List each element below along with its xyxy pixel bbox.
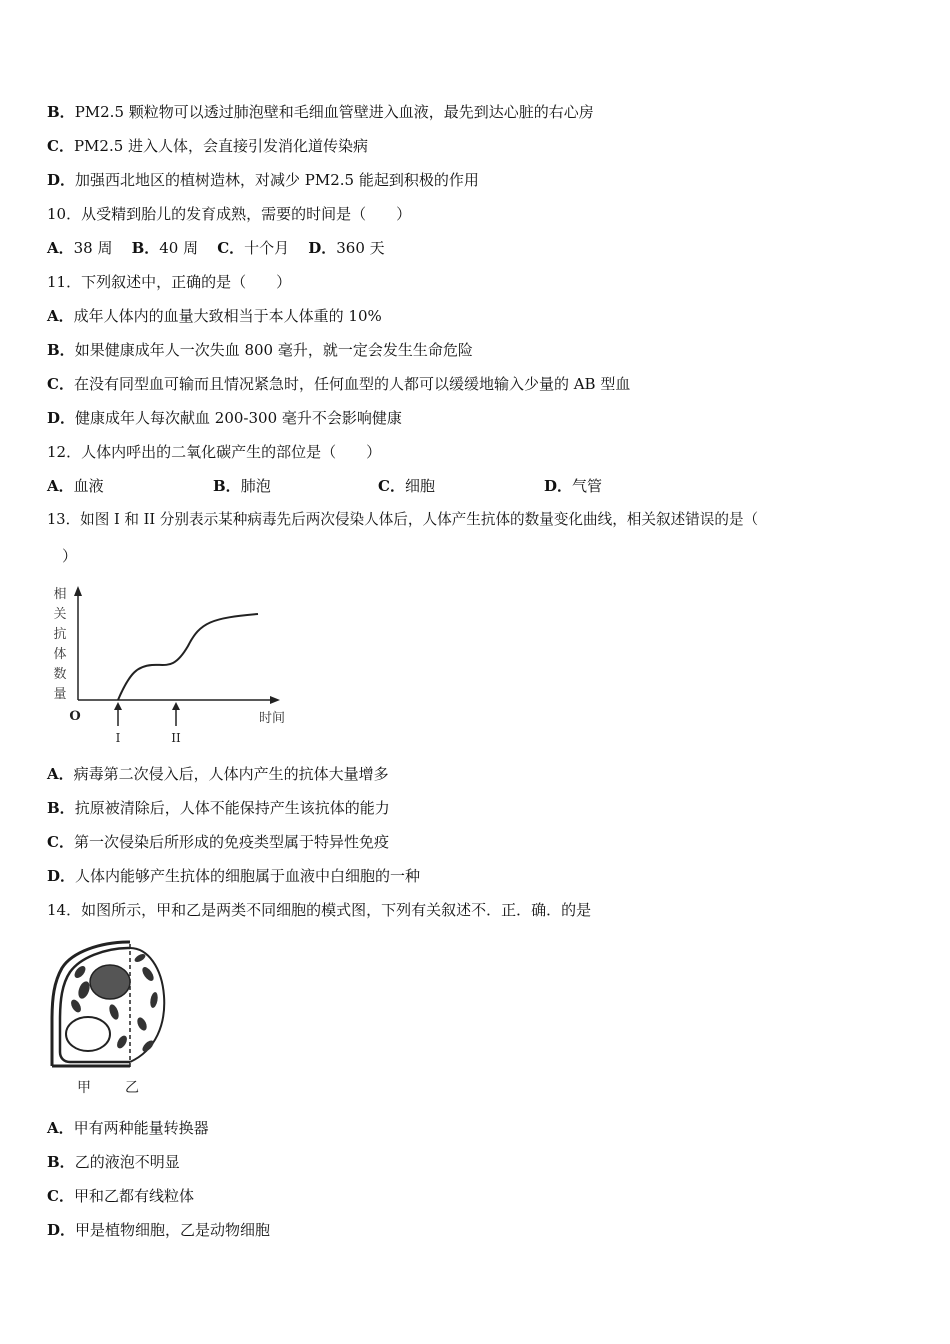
option-letter: D． [47,171,76,189]
q14-stem: 14．如图所示，甲和乙是两类不同细胞的模式图，下列有关叙述不．正．确．的是 [47,901,592,919]
q10-stem: 10．从受精到胎儿的发育成熟，需要的时间是（ ） [47,205,412,223]
cell-diagram-figure [44,934,174,1100]
option-letter: A． [47,307,74,325]
option-letter: B． [47,341,75,359]
option-text: 抗原被清除后，人体不能保持产生该抗体的能力 [74,799,390,817]
label-yi: 乙 [125,1080,139,1096]
x-axis-arrow [270,696,280,704]
option-text: 细胞 [404,477,435,495]
chloroplast [69,998,83,1014]
x-axis-label: 时间 [258,711,286,726]
mitochondrion [149,992,159,1009]
option-text: 第一次侵染后所形成的免疫类型属于特异性免疫 [73,833,389,851]
y-label-char: 抗 [53,627,67,642]
option-letter: C． [378,477,405,495]
option-text: 360 天 [336,239,385,257]
marker-label-2: II [171,731,181,745]
q13-option-b [47,798,390,818]
option-text: 加强西北地区的植树造林，对减少 PM2.5 能起到积极的作用 [75,171,479,189]
q11-option-b [47,340,473,360]
marker-arrow-1-head [114,702,122,710]
q12-stem: 12．人体内呼出的二氧化碳产生的部位是（ ） [47,443,382,461]
option-letter: B． [47,799,75,817]
option-letter: D． [47,1221,76,1239]
option-letter: C． [47,137,74,155]
option-text: PM2.5 颗粒物可以透过肺泡壁和毛细血管壁进入血液，最先到达心脏的右心房 [74,103,594,121]
q11-stem: 11．下列叙述中，正确的是（ ） [47,273,292,291]
option-text: 病毒第二次侵入后，人体内产生的抗体大量增多 [73,765,389,783]
option-letter: D． [544,477,573,495]
y-axis-label [53,586,66,702]
option-text: PM2.5 进入人体，会直接引发消化道传染病 [73,137,369,155]
y-label-char: 相 [53,587,67,602]
option-text: 成年人体内的血量大致相当于本人体重的 10% [73,307,382,325]
q9-option-c [47,136,368,156]
option-letter: B． [47,103,75,121]
label-jia: 甲 [77,1080,91,1096]
mitochondrion [135,1016,148,1032]
y-label-char: 关 [53,607,67,622]
nucleus [90,965,130,999]
q9-option-b [47,102,594,122]
q13-stem-cont: ） [62,547,78,565]
q13-option-d [47,866,420,886]
option-text: 人体内能够产生抗体的细胞属于血液中白细胞的一种 [75,867,421,885]
option-text: 甲是植物细胞，乙是动物细胞 [75,1221,271,1239]
option-letter: C． [47,375,74,393]
q12-options [47,476,927,496]
origin-label: O [69,709,81,724]
y-axis-arrow [74,586,82,596]
option-text: 健康成年人每次献血 200-300 毫升不会影响健康 [75,409,402,427]
option-letter: C． [217,239,245,257]
q12-option-c [378,476,435,496]
q11-option-a [47,306,382,326]
option-text: 如果健康成年人一次失血 800 毫升，就一定会发生生命危险 [74,341,473,359]
antibody-curve [118,614,258,700]
option-text: 十个月 [244,239,290,257]
option-letter: C． [47,833,74,851]
option-letter: A． [47,1119,74,1137]
chloroplast [108,1003,121,1021]
option-text: 甲有两种能量转换器 [73,1119,209,1137]
q14-option-a [47,1118,209,1138]
q13-option-c [47,832,389,852]
option-text: 40 周 [159,239,199,257]
mitochondrion [140,965,156,983]
q12-option-d [544,476,602,496]
option-text: 在没有同型血可输而且情况紧急时，任何血型的人都可以缓缓地输入少量的 AB 型血 [73,375,631,393]
q10-options [47,238,385,258]
q11-option-c [47,374,630,394]
q14-option-c [47,1186,194,1206]
option-letter: A． [47,239,74,257]
option-letter: B． [213,477,241,495]
marker-arrow-2-head [172,702,180,710]
option-letter: D． [47,867,76,885]
option-letter: B． [131,239,160,257]
option-letter: A． [47,477,74,495]
option-letter: D． [308,239,337,257]
vacuole [66,1017,110,1051]
option-letter: D． [47,409,76,427]
q14-option-b [47,1152,180,1172]
q12-option-b [213,476,271,496]
option-text: 38 周 [73,239,113,257]
chloroplast [115,1034,129,1050]
q13-stem: 13．如图 I 和 II 分别表示某种病毒先后两次侵染人体后，人体产生抗体的数量变化曲线，相关叙述错误的是（ [47,511,759,528]
antibody-curve-figure [40,578,300,748]
option-text: 肺泡 [240,477,271,495]
option-letter: C． [47,1187,74,1205]
option-letter: A． [47,765,74,783]
option-text: 甲和乙都有线粒体 [73,1187,194,1205]
option-text: 气管 [572,477,603,495]
option-text: 乙的液泡不明显 [74,1153,180,1171]
option-letter: B． [47,1153,75,1171]
marker-label-1: I [115,731,121,745]
q13-option-a [47,764,389,784]
y-label-char: 量 [53,687,67,702]
q11-option-d [47,408,402,428]
q14-option-d [47,1220,270,1240]
mitochondrion [133,952,146,963]
y-label-char: 数 [53,667,67,682]
q9-option-d [47,170,479,190]
y-label-char: 体 [53,647,67,662]
option-text: 血液 [73,477,104,495]
q12-option-a [47,476,104,496]
